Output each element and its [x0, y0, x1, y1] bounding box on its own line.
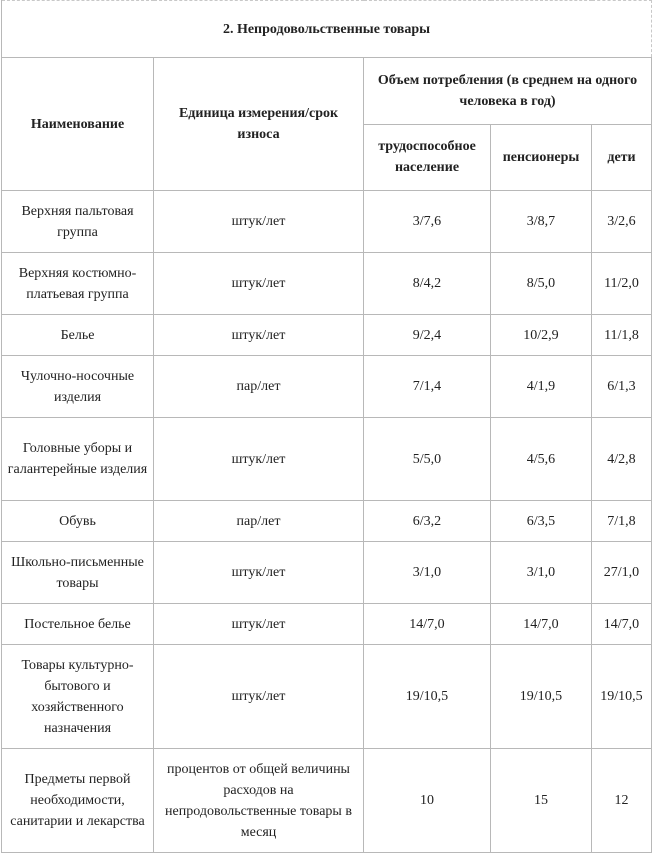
cell-working: 19/10,5 [364, 645, 491, 749]
cell-name: Обувь [2, 501, 154, 542]
cell-unit: штук/лет [154, 253, 364, 315]
cell-pensioners: 10/2,9 [491, 315, 592, 356]
cell-name: Постельное белье [2, 604, 154, 645]
cell-name: Школьно-письменные товары [2, 542, 154, 604]
table-row [2, 253, 652, 315]
cell-pensioners: 15 [491, 749, 592, 853]
cell-children: 6/1,3 [592, 356, 652, 418]
table-row [2, 501, 652, 542]
cell-working: 5/5,0 [364, 418, 491, 501]
cell-name: Белье [2, 315, 154, 356]
cell-working: 10 [364, 749, 491, 853]
cell-unit: штук/лет [154, 418, 364, 501]
cell-working: 3/7,6 [364, 191, 491, 253]
table-row [2, 749, 652, 853]
cell-working: 9/2,4 [364, 315, 491, 356]
cell-children: 11/2,0 [592, 253, 652, 315]
cell-name: Верхняя костюмно-платьевая группа [2, 253, 154, 315]
cell-pensioners: 19/10,5 [491, 645, 592, 749]
cell-name: Головные уборы и галантерейные изделия [2, 418, 154, 501]
cell-name: Товары культурно-бытового и хозяйственного назначения [2, 645, 154, 749]
header-children: дети [592, 124, 652, 191]
cell-unit: процентов от общей величины расходов на непродовольственные товары в месяц [154, 749, 364, 853]
cell-unit: пар/лет [154, 356, 364, 418]
table-row [2, 604, 652, 645]
header-pensioners: пенсионеры [491, 124, 592, 191]
cell-unit: штук/лет [154, 542, 364, 604]
cell-unit: штук/лет [154, 604, 364, 645]
table-row [2, 191, 652, 253]
cell-name: Предметы первой необходимости, санитарии и лекарства [2, 749, 154, 853]
cell-children: 11/1,8 [592, 315, 652, 356]
cell-unit: штук/лет [154, 315, 364, 356]
cell-pensioners: 4/5,6 [491, 418, 592, 501]
cell-working: 6/3,2 [364, 501, 491, 542]
table-row [2, 418, 652, 501]
cell-working: 3/1,0 [364, 542, 491, 604]
cell-name: Верхняя пальтовая группа [2, 191, 154, 253]
cell-pensioners: 3/8,7 [491, 191, 592, 253]
cell-pensioners: 6/3,5 [491, 501, 592, 542]
table-row [2, 356, 652, 418]
consumption-table [1, 0, 652, 853]
cell-unit: штук/лет [154, 191, 364, 253]
table-title: 2. Непродовольственные товары [2, 1, 652, 58]
table-row [2, 645, 652, 749]
header-row [2, 58, 652, 125]
cell-working: 14/7,0 [364, 604, 491, 645]
header-working: трудоспособное население [364, 124, 491, 191]
cell-unit: штук/лет [154, 645, 364, 749]
cell-unit: пар/лет [154, 501, 364, 542]
cell-working: 7/1,4 [364, 356, 491, 418]
cell-name: Чулочно-носочные изделия [2, 356, 154, 418]
cell-children: 12 [592, 749, 652, 853]
title-row [2, 1, 652, 58]
cell-pensioners: 4/1,9 [491, 356, 592, 418]
cell-children: 4/2,8 [592, 418, 652, 501]
cell-working: 8/4,2 [364, 253, 491, 315]
header-unit: Единица измерения/срок износа [154, 58, 364, 191]
table-row [2, 315, 652, 356]
cell-children: 14/7,0 [592, 604, 652, 645]
cell-children: 3/2,6 [592, 191, 652, 253]
cell-children: 7/1,8 [592, 501, 652, 542]
cell-pensioners: 3/1,0 [491, 542, 592, 604]
header-name: Наименование [2, 58, 154, 191]
header-volume: Объем потребления (в среднем на одного человека в год) [364, 58, 652, 125]
cell-pensioners: 14/7,0 [491, 604, 592, 645]
cell-pensioners: 8/5,0 [491, 253, 592, 315]
table-row [2, 542, 652, 604]
cell-children: 19/10,5 [592, 645, 652, 749]
cell-children: 27/1,0 [592, 542, 652, 604]
